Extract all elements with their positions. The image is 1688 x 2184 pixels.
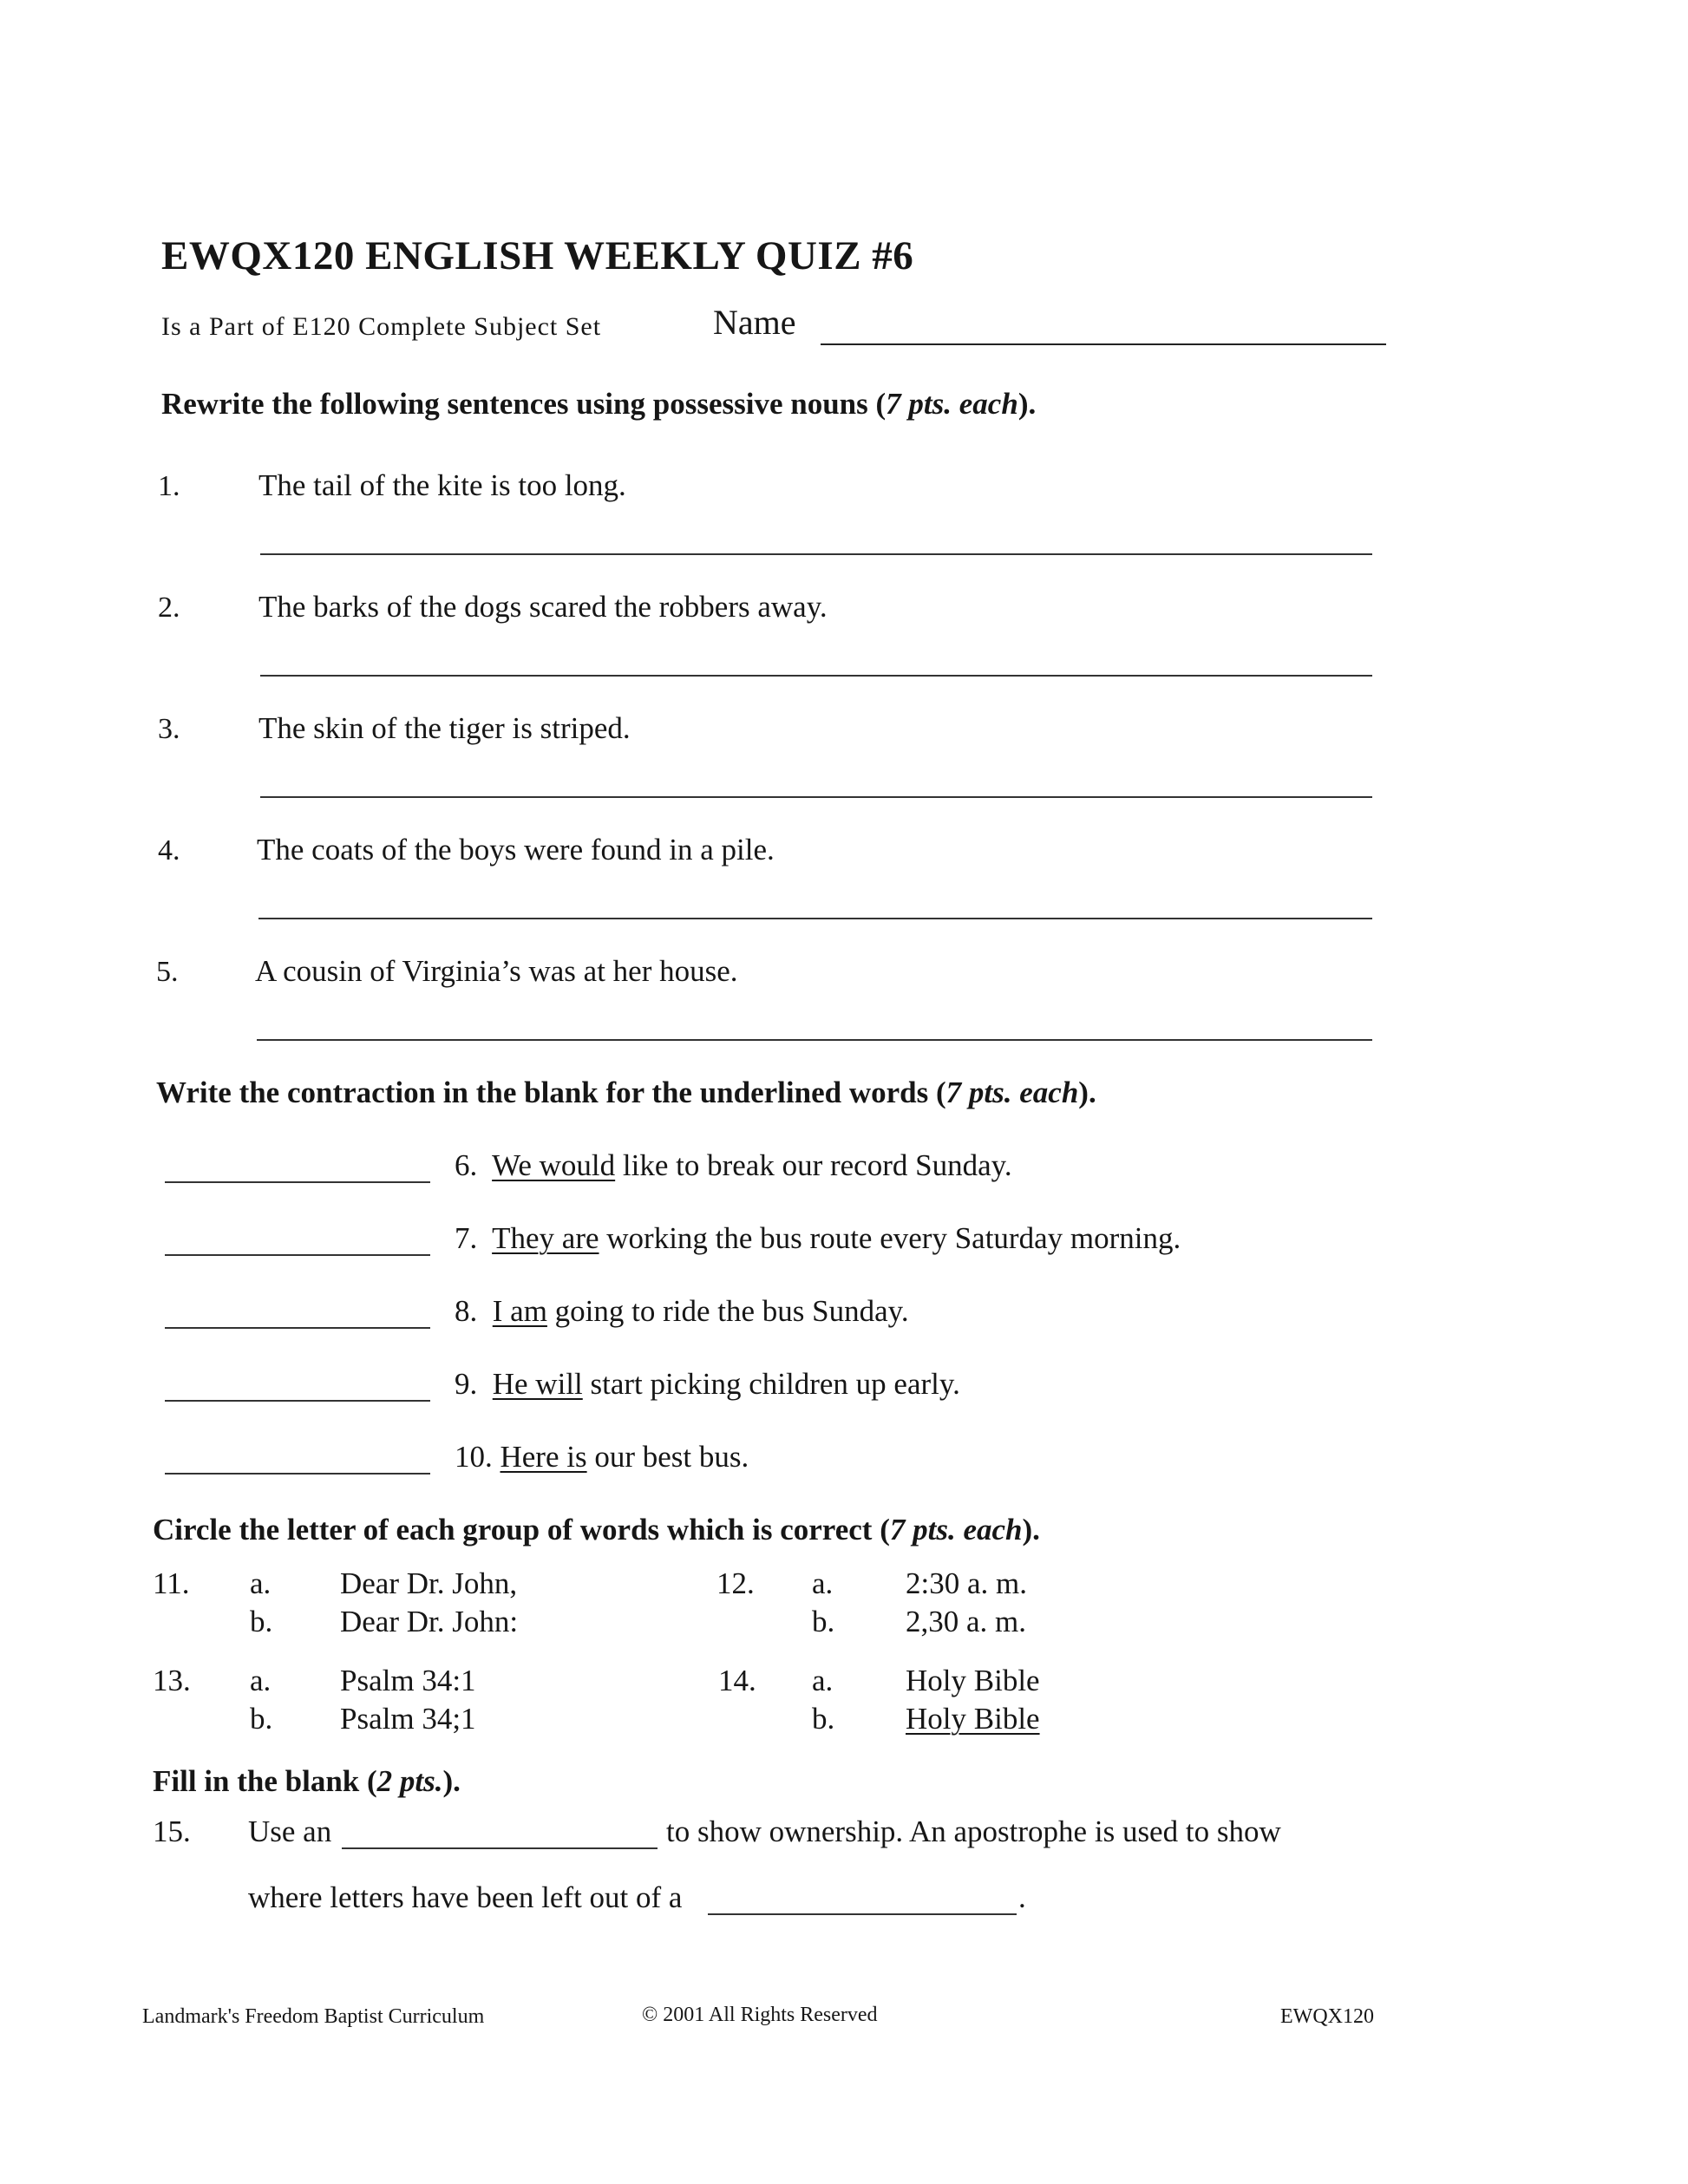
fill-text: to show ownership. An apostrophe is used to show [666, 1815, 1281, 1848]
footer-center: © 2001 All Rights Reserved [642, 2004, 878, 2026]
answer-line-3[interactable] [260, 796, 1372, 798]
option-text: Psalm 34:1 [340, 1664, 476, 1697]
option-text: Holy Bible [906, 1664, 1040, 1697]
option-letter-a[interactable]: a. [812, 1566, 834, 1600]
option-letter-b[interactable]: b. [812, 1702, 835, 1736]
contraction-blank-7[interactable] [165, 1254, 430, 1256]
option-letter-b[interactable]: b. [250, 1702, 273, 1736]
question-number: 5. [156, 956, 179, 988]
answer-line-2[interactable] [260, 675, 1372, 677]
contraction-item: 9. He will start picking children up early. [455, 1367, 960, 1401]
question-number: 14. [718, 1664, 756, 1697]
footer-right: EWQX120 [1280, 2005, 1374, 2028]
question-text: The coats of the boys were found in a pile. [257, 833, 775, 866]
option-letter-a[interactable]: a. [812, 1664, 834, 1697]
contraction-blank-10[interactable] [165, 1473, 430, 1475]
option-text: Dear Dr. John, [340, 1566, 518, 1600]
contraction-blank-8[interactable] [165, 1327, 430, 1329]
section3-instruction: Circle the letter of each group of words which is correct (7 pts. each). [153, 1513, 1040, 1546]
footer-left: Landmark's Freedom Baptist Curriculum [142, 2005, 485, 2028]
answer-line-5[interactable] [257, 1039, 1372, 1041]
question-text: The barks of the dogs scared the robbers away. [258, 590, 828, 624]
option-text: Dear Dr. John: [340, 1605, 519, 1638]
option-letter-a[interactable]: a. [250, 1664, 272, 1697]
section2-instruction: Write the contraction in the blank for the underlined words (7 pts. each). [156, 1076, 1096, 1109]
fill-text: . [1018, 1880, 1026, 1914]
question-number: 12. [716, 1566, 755, 1600]
fill-blank-2[interactable] [708, 1913, 1017, 1915]
question-number: 13. [153, 1664, 191, 1697]
question-number: 11. [153, 1566, 190, 1600]
section1-instruction: Rewrite the following sentences using possessive nouns (7 pts. each). [161, 387, 1037, 421]
contraction-item: 10. Here is our best bus. [455, 1440, 749, 1474]
question-number: 15. [153, 1815, 191, 1848]
question-number: 4. [158, 834, 180, 866]
name-field[interactable] [821, 343, 1386, 345]
subtitle: Is a Part of E120 Complete Subject Set [161, 312, 602, 341]
option-letter-b[interactable]: b. [250, 1605, 273, 1638]
option-text: 2:30 a. m. [906, 1566, 1027, 1600]
option-text-underlined: Holy Bible [906, 1702, 1040, 1736]
question-number: 2. [158, 592, 180, 624]
fill-blank-1[interactable] [342, 1847, 658, 1849]
contraction-blank-6[interactable] [165, 1181, 430, 1183]
name-label: Name [713, 303, 796, 342]
question-text: The tail of the kite is too long. [258, 468, 626, 502]
question-number: 1. [158, 470, 180, 502]
answer-line-1[interactable] [260, 553, 1372, 555]
question-text: The skin of the tiger is striped. [258, 711, 631, 745]
option-text: 2,30 a. m. [906, 1605, 1027, 1638]
question-text: A cousin of Virginia’s was at her house. [255, 954, 738, 988]
option-text: Psalm 34;1 [340, 1702, 476, 1736]
page-title: EWQX120 ENGLISH WEEKLY QUIZ #6 [161, 233, 914, 278]
fill-text: Use an [248, 1815, 332, 1848]
contraction-item: 7. They are working the bus route every Saturday morning. [455, 1221, 1181, 1255]
section4-instruction: Fill in the blank (2 pts.). [153, 1764, 461, 1798]
answer-line-4[interactable] [258, 918, 1372, 919]
contraction-blank-9[interactable] [165, 1400, 430, 1402]
fill-text: where letters have been left out of a [248, 1880, 683, 1914]
contraction-item: 6. We would like to break our record Sunday. [455, 1148, 1012, 1182]
question-number: 3. [158, 713, 180, 745]
option-letter-b[interactable]: b. [812, 1605, 835, 1638]
contraction-item: 8. I am going to ride the bus Sunday. [455, 1294, 909, 1328]
option-letter-a[interactable]: a. [250, 1566, 272, 1600]
